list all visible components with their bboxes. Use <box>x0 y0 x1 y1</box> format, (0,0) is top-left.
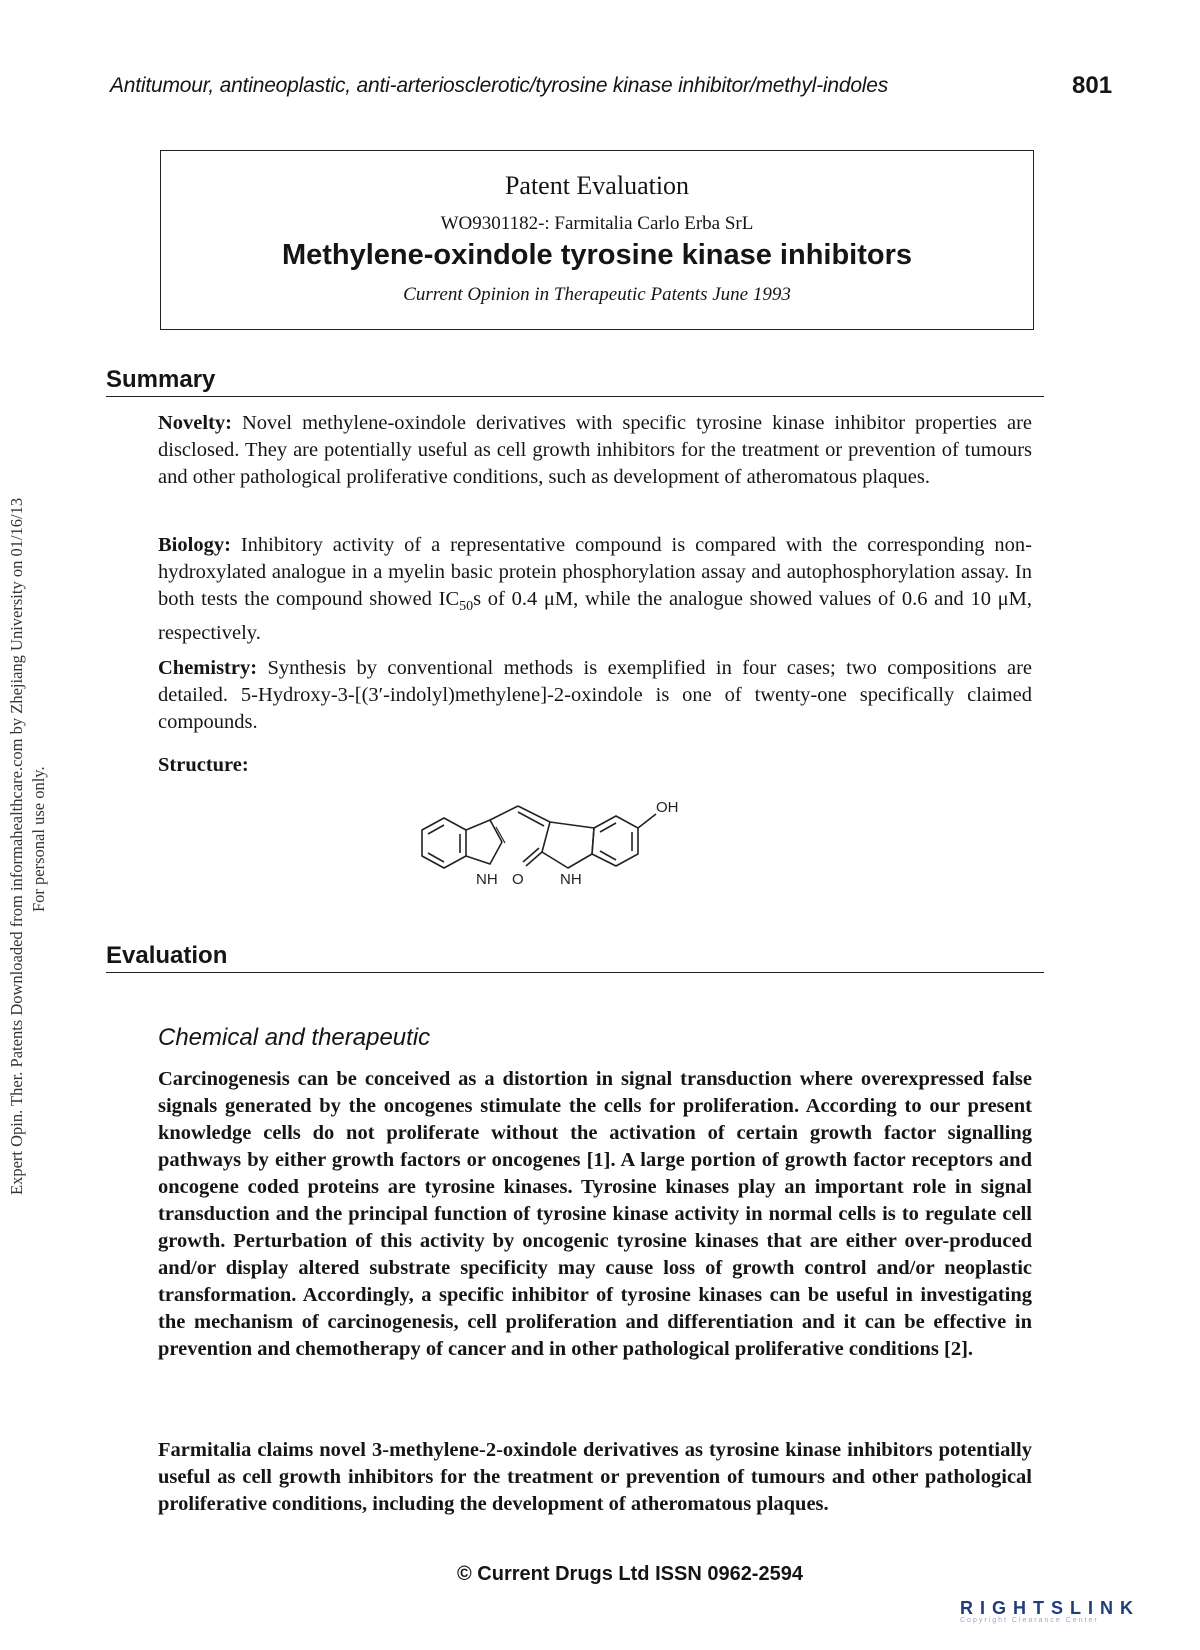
methylene-bridge <box>490 806 518 820</box>
oxindole-ring <box>542 822 594 868</box>
journal-source: Current Opinion in Therapeutic Patents June 1993 <box>403 284 791 305</box>
hydroxyl-bond <box>638 814 656 828</box>
biology-text-start: Inhibitory activity of a representative compound is compared with the corresponding non-hydroxylated analogue in a myelin basic protein phosphorylation assay and autophosphorylation assay. In both tests the compound showed IC <box>158 534 1032 610</box>
patent-evaluation-box <box>160 150 1034 330</box>
carbonyl-bond <box>526 852 542 866</box>
biology-label: Biology: <box>158 534 231 556</box>
article-title: Methylene-oxindole tyrosine kinase inhibitors <box>281 239 913 271</box>
biology-text-end: s of 0.4 μM, while the analogue showed values of 0.6 and 10 μM, respectively. <box>158 588 1032 645</box>
structure-label: Structure: <box>158 754 249 776</box>
download-note: Expert Opin. Ther. Patents Downloaded from informahealthcare.com by Zhejiang University on 01/16/13 <box>7 497 26 1195</box>
box-kicker: Patent Evaluation <box>504 171 690 200</box>
rightslink-logo[interactable] <box>960 1598 1140 1624</box>
rightslink-sub: Copyright Clearance Center <box>960 1617 1099 1624</box>
evaluation-heading: Evaluation <box>106 942 1044 973</box>
summary-heading: Summary <box>106 366 1044 397</box>
page-number: 801 <box>1072 72 1113 99</box>
novelty-text: Novel methylene-oxindole derivatives with specific tyrosine kinase inhibitor properties are disclosed. They are potentially useful as cell growth inhibitors for the treatment or prevention of tumours and other pathological proliferative conditions, such as development of atheromatous plaques. <box>158 412 1032 488</box>
chemistry-label: Chemistry: <box>158 657 258 679</box>
copyright-footer: © Current Drugs Ltd ISSN 0962-2594 <box>457 1563 803 1585</box>
atom-nh-left: NH <box>476 871 498 888</box>
ic50-subscript: 50 <box>459 599 474 615</box>
biology-paragraph <box>158 532 1032 647</box>
novelty-paragraph <box>158 410 1032 491</box>
chemistry-paragraph <box>158 655 1032 736</box>
atom-oxygen: O <box>512 871 524 888</box>
running-head: Antitumour, antineoplastic, anti-arteriosclerotic/tyrosine kinase inhibitor/methyl-indoles <box>110 74 889 97</box>
atom-nh-right: NH <box>560 871 582 888</box>
novelty-label: Novelty: <box>158 412 233 434</box>
atom-hydroxyl: OH <box>656 799 679 816</box>
evaluation-paragraph-2: Farmitalia claims novel 3-methylene-2-oxindole derivatives as tyrosine kinase inhibitors potentially useful as cell growth inhibitors for the treatment or prevention of tumours and other pathological proliferative conditions, including the development of atheromatous plaques. <box>158 1439 1032 1515</box>
chemical-structure-diagram <box>410 796 740 896</box>
patent-number: WO9301182-: Farmitalia Carlo Erba SrL <box>440 213 754 234</box>
evaluation-paragraph-1: Carcinogenesis can be conceived as a distortion in signal transduction where overexpressed false signals generated by the oncogenes stimulate the cells for proliferation. According to our present knowledge cells do not proliferate without the activation of certain growth factor signalling pathways by either growth factors or oncogenes [1]. A large portion of growth factor receptors and oncogene coded proteins are tyrosine kinases. Tyrosine kinases play an important role in signal transduction and the principal function of tyrosine kinase activity in normal cells is to regulate cell growth. Perturbation of this activity by oncogenic tyrosine kinases that are either over-produced and/or display altered substrate specificity may cause loss of growth control and/or neoplastic transformation. Accordingly, a specific inhibitor of tyrosine kinases can be useful in investigating the mechanism of carcinogenesis, cell proliferation and differentiation and it can be effective in prevention and chemotherapy of cancer and in other pathological proliferative conditions [2]. <box>158 1068 1032 1360</box>
chemistry-text: Synthesis by conventional methods is exemplified in four cases; two compositions are detailed. 5-Hydroxy-3-[(3′-indolyl)methylene]-2-oxindole is one of twenty-one specifically claimed compounds. <box>158 657 1033 733</box>
evaluation-subheading: Chemical and therapeutic <box>158 1024 431 1051</box>
indole-pyrrole-ring <box>466 820 502 864</box>
personal-use-note: For personal use only. <box>29 766 48 912</box>
rightslink-label: RIGHTSLINK <box>960 1598 1140 1618</box>
